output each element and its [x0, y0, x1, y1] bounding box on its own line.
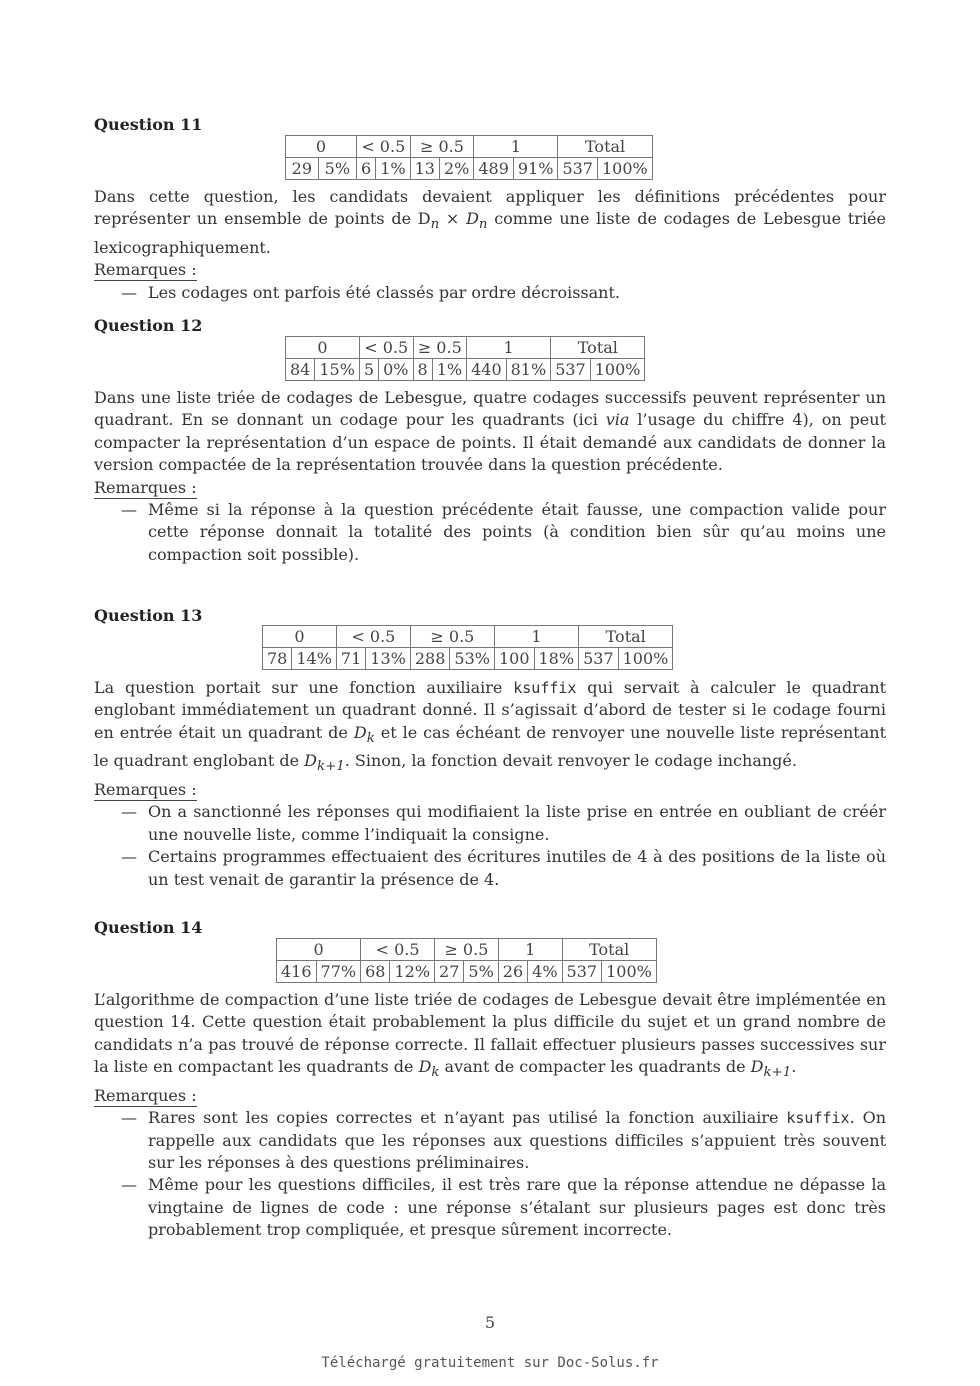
table-header: < 0.5	[357, 136, 411, 158]
table-cell: 15%	[315, 359, 360, 381]
table-cell: 100	[494, 648, 534, 670]
remarks-label: Remarques :	[94, 1085, 197, 1105]
list-item: — Rares sont les copies correctes et n’ayant pas utilisé la fonction auxiliaire ksuffix. On rappelle aux candidats que les réponses aux questions difficiles s’appuient très souvent sur les réponses à des questions préliminaires.	[121, 1108, 887, 1173]
table-header: 1	[467, 337, 551, 359]
table-cell: 27	[435, 961, 464, 983]
table-cell: 6	[357, 158, 376, 180]
remarks-list	[94, 499, 886, 566]
table-cell: 53%	[450, 648, 495, 670]
table-cell: 537	[551, 359, 591, 381]
score-table	[262, 625, 673, 670]
table-cell: 14%	[292, 648, 337, 670]
table-header-row	[286, 136, 653, 158]
table-header: 0	[286, 136, 357, 158]
list-item: — Même pour les questions difficiles, il est très rare que la réponse attendue ne dépasse la vingtaine de lignes de code : une réponse s’étalant sur plusieurs pages est donc très probablement trop compliquée, et presque sûrement incorrecte.	[121, 1175, 886, 1240]
table-header: 0	[286, 337, 360, 359]
table-header: Total	[562, 939, 656, 961]
table-header: Total	[551, 337, 645, 359]
table-header: 1	[498, 939, 562, 961]
table-cell: 537	[562, 961, 602, 983]
question-12	[94, 315, 886, 566]
table-cell: 288	[410, 648, 450, 670]
table-cell: 8	[413, 359, 432, 381]
question-11	[94, 114, 886, 304]
footer-credit: Téléchargé gratuitement sur Doc-Solus.fr	[321, 1355, 659, 1371]
code-ksuffix: ksuffix	[513, 679, 577, 697]
table-cell: 100%	[618, 648, 673, 670]
table-header: < 0.5	[336, 626, 410, 648]
table-cell: 2%	[439, 158, 473, 180]
list-item: — Même si la réponse à la question précédente était fausse, une compaction valide pour cette réponse donnait la totalité des points (à condition bien sûr qu’au moins une compaction soit possible).	[121, 500, 886, 564]
table-cell: 12%	[390, 961, 435, 983]
question-title: Question 12	[94, 316, 203, 335]
table-header: ≥ 0.5	[435, 939, 499, 961]
table-cell: 1%	[432, 359, 466, 381]
question-title: Question 13	[94, 606, 203, 625]
question-title: Question 11	[94, 115, 203, 134]
table-header: 0	[277, 939, 361, 961]
question-14	[94, 917, 886, 1242]
table-cell: 4%	[528, 961, 562, 983]
list-item: — Certains programmes effectuaient des écritures inutiles de 4 à des positions de la liste où un test venait de garantir la présence de 4.	[121, 847, 886, 889]
table-row	[277, 961, 657, 983]
score-table	[285, 336, 645, 381]
table-cell: 78	[263, 648, 292, 670]
list-item: — On a sanctionné les réponses qui modifiaient la liste prise en entrée en oubliant de créér une nouvelle liste, comme l’indiquait la consigne.	[121, 802, 886, 844]
remarks-label: Remarques :	[94, 260, 197, 280]
table-cell: 13%	[366, 648, 411, 670]
table-cell: 84	[286, 359, 315, 381]
table-header: ≥ 0.5	[410, 626, 494, 648]
remarks-list	[94, 801, 886, 891]
table-header-row	[277, 939, 657, 961]
table-cell: 18%	[534, 648, 579, 670]
table-row	[286, 359, 645, 381]
table-cell: 416	[277, 961, 317, 983]
question-text: La question portait sur une fonction auxiliaire ksuffix qui servait à calculer le quadrant englobant immédiatement un quadrant donné. Il s’agissait d’abord de tester si le codage fourni en entrée était un quadrant de $D_k$ et le cas échéant de renvoyer une nouvelle liste représentant le quadrant englobant de $D_{k+1}$. Sinon, la fonction devait renvoyer le codage inchangé.	[94, 678, 887, 775]
table-cell: 537	[558, 158, 598, 180]
table-cell: 29	[286, 158, 319, 180]
table-cell: 91%	[513, 158, 558, 180]
table-cell: 13	[410, 158, 439, 180]
question-title: Question 14	[94, 918, 203, 937]
remarks-list	[94, 1107, 886, 1241]
table-cell: 100%	[597, 158, 652, 180]
remarks-list	[94, 282, 886, 304]
remarks-label: Remarques :	[94, 780, 197, 799]
table-row	[263, 648, 673, 670]
table-cell: 489	[474, 158, 514, 180]
table-cell: 26	[498, 961, 527, 983]
table-cell: 5%	[318, 158, 356, 180]
score-table	[276, 938, 657, 983]
score-table	[285, 135, 653, 180]
table-cell: 440	[467, 359, 507, 381]
question-text: Dans une liste triée de codages de Lebesgue, quatre codages successifs peuvent représenter un quadrant. En se donnant un codage pour les quadrants (ici via l’usage du chiffre 4), on peut compacter la représentation d’un espace de points. Il était demandé aux candidats de donner la version compactée de la représentation trouvée dans la question précédente.	[94, 388, 886, 475]
table-cell: 537	[579, 648, 619, 670]
code-ksuffix: ksuffix	[786, 1109, 850, 1128]
table-header: < 0.5	[361, 939, 435, 961]
table-cell: 100%	[602, 961, 657, 983]
question-13	[94, 605, 886, 891]
table-header: 0	[263, 626, 337, 648]
table-header: < 0.5	[359, 337, 413, 359]
table-header: 1	[494, 626, 578, 648]
question-text: L’algorithme de compaction d’une liste triée de codages de Lebesgue devait être implémentée en question 14. Cette question était probablement la plus difficile du sujet et un grand nombre de candidats n’a pas trouvé de réponse correcte. Il fallait effectuer plusieurs passes successives sur la liste en compactant les quadrants de $D_k$ avant de compacter les quadrants de $D_{k+1}$.	[94, 990, 886, 1081]
page-number: 5	[484, 1313, 496, 1332]
table-cell: 71	[336, 648, 365, 670]
table-cell: 77%	[316, 961, 361, 983]
table-header-row	[263, 626, 673, 648]
remarks-label: Remarques :	[94, 477, 197, 497]
table-row	[286, 158, 653, 180]
table-cell: 5	[359, 359, 378, 381]
question-text: Dans cette question, les candidats devaient appliquer les définitions précédentes pour représenter un ensemble de points de $D_n \times D_n$ comme une liste de codages de Lebesgue triée lexicographiquement.	[94, 187, 886, 257]
table-cell: 100%	[590, 359, 645, 381]
table-header: Total	[579, 626, 673, 648]
table-cell: 1%	[376, 158, 410, 180]
table-cell: 68	[361, 961, 390, 983]
table-header: ≥ 0.5	[413, 337, 467, 359]
table-header: ≥ 0.5	[410, 136, 474, 158]
table-header-row	[286, 337, 645, 359]
list-item: — Les codages ont parfois été classés par ordre décroissant.	[121, 282, 620, 302]
table-cell: 5%	[464, 961, 498, 983]
table-cell: 81%	[506, 359, 551, 381]
table-header: 1	[474, 136, 558, 158]
table-cell: 0%	[379, 359, 413, 381]
table-header: Total	[558, 136, 652, 158]
